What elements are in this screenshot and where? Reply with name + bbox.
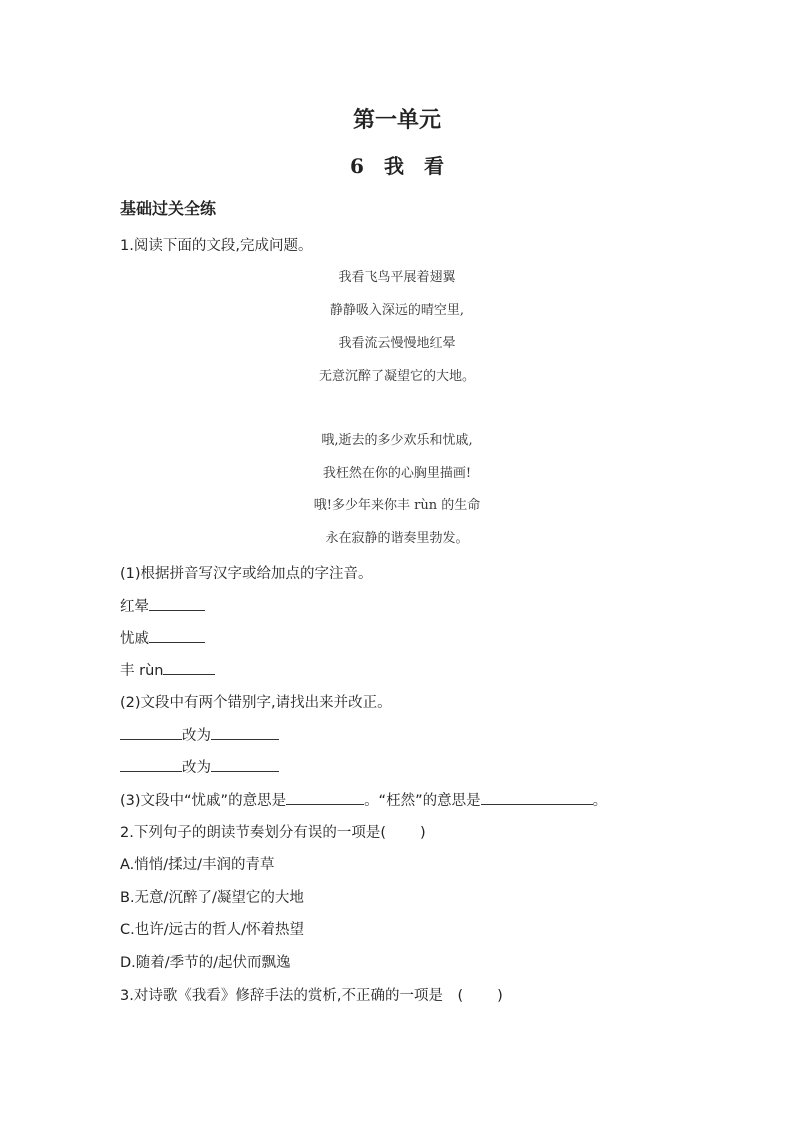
question-2-prompt: [120, 821, 426, 842]
option-a: A.悄悄/揉过/丰润的青草: [120, 857, 275, 873]
question-3-prompt: [120, 984, 503, 1005]
option-d: D.随着/季节的/起伏而飘逸: [120, 955, 291, 971]
sub3-text: 。“枉然”的意思是: [364, 793, 481, 809]
poem-line: 静静吸入深远的晴空里,: [329, 303, 465, 318]
pinyin-item-label: 红晕: [120, 599, 149, 615]
pinyin-item-label: 丰 rùn: [120, 663, 164, 679]
poem-line: 永在寂静的谐奏里勃发。: [325, 531, 469, 546]
question-1-sub3: [120, 789, 607, 810]
answer-blank[interactable]: [286, 790, 364, 805]
poem-line: 我看飞鸟平展着翅翼: [338, 270, 456, 285]
question-3-close: ): [497, 988, 503, 1004]
answer-blank[interactable]: [163, 660, 215, 675]
answer-blank[interactable]: [120, 757, 182, 772]
change-label: 改为: [182, 728, 211, 744]
pinyin-item: [120, 595, 205, 616]
question-3-text: 3.对诗歌《我看》修辞手法的赏析,不正确的一项是 (: [120, 988, 464, 1004]
question-2-close: ): [420, 825, 426, 841]
poem-line: 无意沉醉了凝望它的大地。: [318, 369, 475, 384]
poem-line: 哦!多少年来你丰 rùn 的生命: [313, 498, 481, 513]
pinyin-item: [120, 627, 205, 648]
option-b: B.无意/沉醉了/凝望它的大地: [120, 890, 304, 906]
poem-line: 哦,逝去的多少欢乐和忧戚,: [321, 433, 473, 448]
question-1-prompt: 1.阅读下面的文段,完成问题。: [120, 238, 313, 254]
change-label: 改为: [182, 760, 211, 776]
question-2-text: 2.下列句子的朗读节奏划分有误的一项是(: [120, 825, 386, 841]
answer-blank[interactable]: [120, 725, 182, 740]
answer-blank[interactable]: [149, 596, 205, 611]
sub3-text: 。: [592, 793, 608, 809]
sub3-text: (3)文段中“忧戚”的意思是: [120, 793, 287, 809]
poem-line: 我枉然在你的心胸里描画!: [322, 466, 472, 481]
unit-title: 第一单元: [352, 107, 441, 133]
option-c: C.也许/远古的哲人/怀着热望: [120, 922, 305, 938]
pinyin-item: [120, 659, 215, 680]
section-heading: 基础过关全练: [120, 199, 217, 218]
poem-line: 我看流云慢慢地红晕: [338, 336, 456, 351]
question-1-sub1-prompt: (1)根据拼音写汉字或给加点的字注音。: [120, 566, 373, 582]
correction-row: [120, 724, 279, 745]
pinyin-item-label: 忧戚: [120, 631, 149, 647]
answer-blank[interactable]: [481, 790, 593, 805]
answer-blank[interactable]: [211, 725, 279, 740]
correction-row: [120, 756, 279, 777]
question-1-sub2-prompt: (2)文段中有两个错别字,请找出来并改正。: [120, 695, 392, 711]
answer-blank[interactable]: [211, 757, 279, 772]
lesson-title: 6 我 看: [350, 154, 444, 178]
answer-blank[interactable]: [149, 628, 205, 643]
